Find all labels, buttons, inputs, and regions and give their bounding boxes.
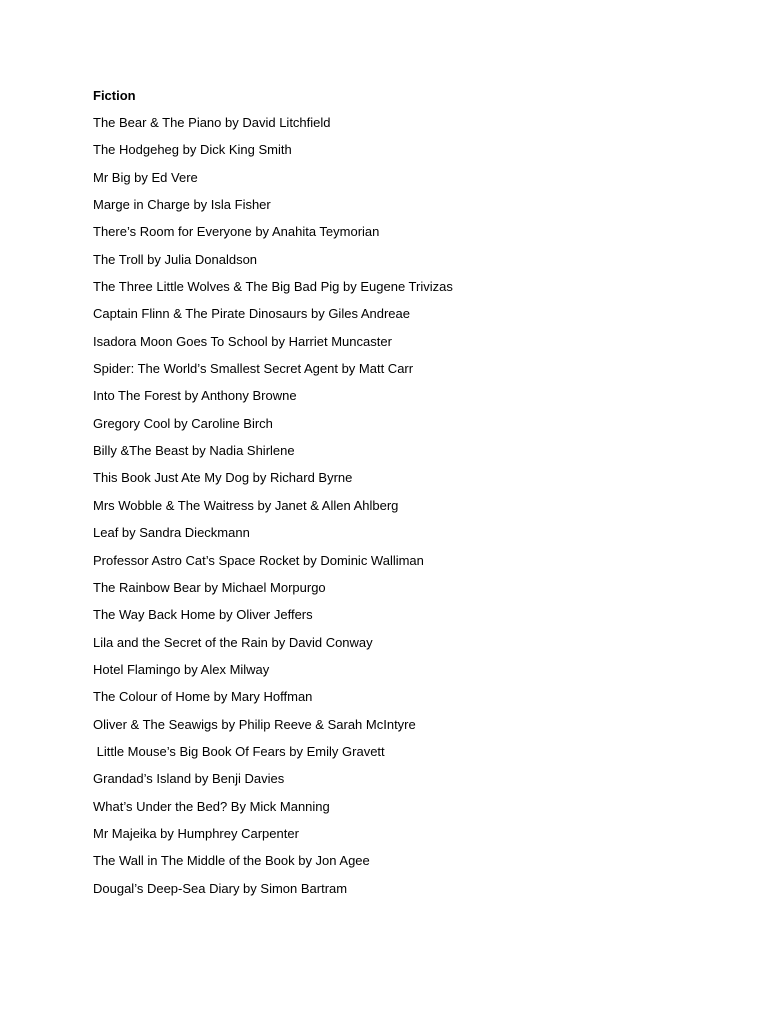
book-list-item: The Rainbow Bear by Michael Morpurgo bbox=[93, 579, 326, 595]
book-list-item: Mr Big by Ed Vere bbox=[93, 169, 198, 185]
book-list-item: Mrs Wobble & The Waitress by Janet & Allen Ahlberg bbox=[93, 497, 399, 513]
book-list-item: Isadora Moon Goes To School by Harriet Muncaster bbox=[93, 333, 392, 349]
book-list-item: Mr Majeika by Humphrey Carpenter bbox=[93, 825, 299, 841]
book-list-item: This Book Just Ate My Dog by Richard Byrne bbox=[93, 470, 353, 486]
book-list-item: Into The Forest by Anthony Browne bbox=[93, 388, 297, 404]
book-list-item: What’s Under the Bed? By Mick Manning bbox=[93, 798, 330, 814]
book-list-item: Dougal’s Deep-Sea Diary by Simon Bartram bbox=[93, 880, 348, 896]
book-list-item: Billy &The Beast by Nadia Shirlene bbox=[93, 443, 295, 459]
section-heading: Fiction bbox=[93, 88, 136, 103]
book-list-item: Gregory Cool by Caroline Birch bbox=[93, 415, 273, 431]
book-list bbox=[93, 113, 733, 898]
book-list-item: Captain Flinn & The Pirate Dinosaurs by Giles Andreae bbox=[93, 306, 410, 322]
document-page bbox=[93, 86, 733, 906]
book-list-item: Hotel Flamingo by Alex Milway bbox=[93, 661, 270, 677]
book-list-item: The Bear & The Piano by David Litchfield bbox=[93, 115, 331, 130]
book-list-item: The Three Little Wolves & The Big Bad Pig by Eugene Trivizas bbox=[93, 279, 453, 295]
book-list-item: Leaf by Sandra Dieckmann bbox=[93, 525, 250, 541]
book-list-item: Marge in Charge by Isla Fisher bbox=[93, 197, 271, 213]
book-list-item: Oliver & The Seawigs by Philip Reeve & Sarah McIntyre bbox=[93, 716, 416, 732]
book-list-item: The Colour of Home by Mary Hoffman bbox=[93, 689, 313, 705]
book-list-item: Grandad’s Island by Benji Davies bbox=[93, 771, 285, 787]
book-list-item: The Wall in The Middle of the Book by Jon Agee bbox=[93, 853, 370, 869]
book-list-item: The Troll by Julia Donaldson bbox=[93, 251, 258, 267]
book-list-item: The Way Back Home by Oliver Jeffers bbox=[93, 607, 313, 623]
book-list-item: Professor Astro Cat’s Space Rocket by Dominic Walliman bbox=[93, 552, 424, 568]
book-list-item: Spider: The World’s Smallest Secret Agent by Matt Carr bbox=[93, 361, 414, 377]
book-list-item: Little Mouse’s Big Book Of Fears by Emily Gravett bbox=[93, 743, 385, 759]
book-list-item: The Hodgeheg by Dick King Smith bbox=[93, 142, 292, 158]
book-list-item: Lila and the Secret of the Rain by David Conway bbox=[93, 634, 373, 650]
book-list-item: There’s Room for Everyone by Anahita Teymorian bbox=[93, 224, 380, 240]
